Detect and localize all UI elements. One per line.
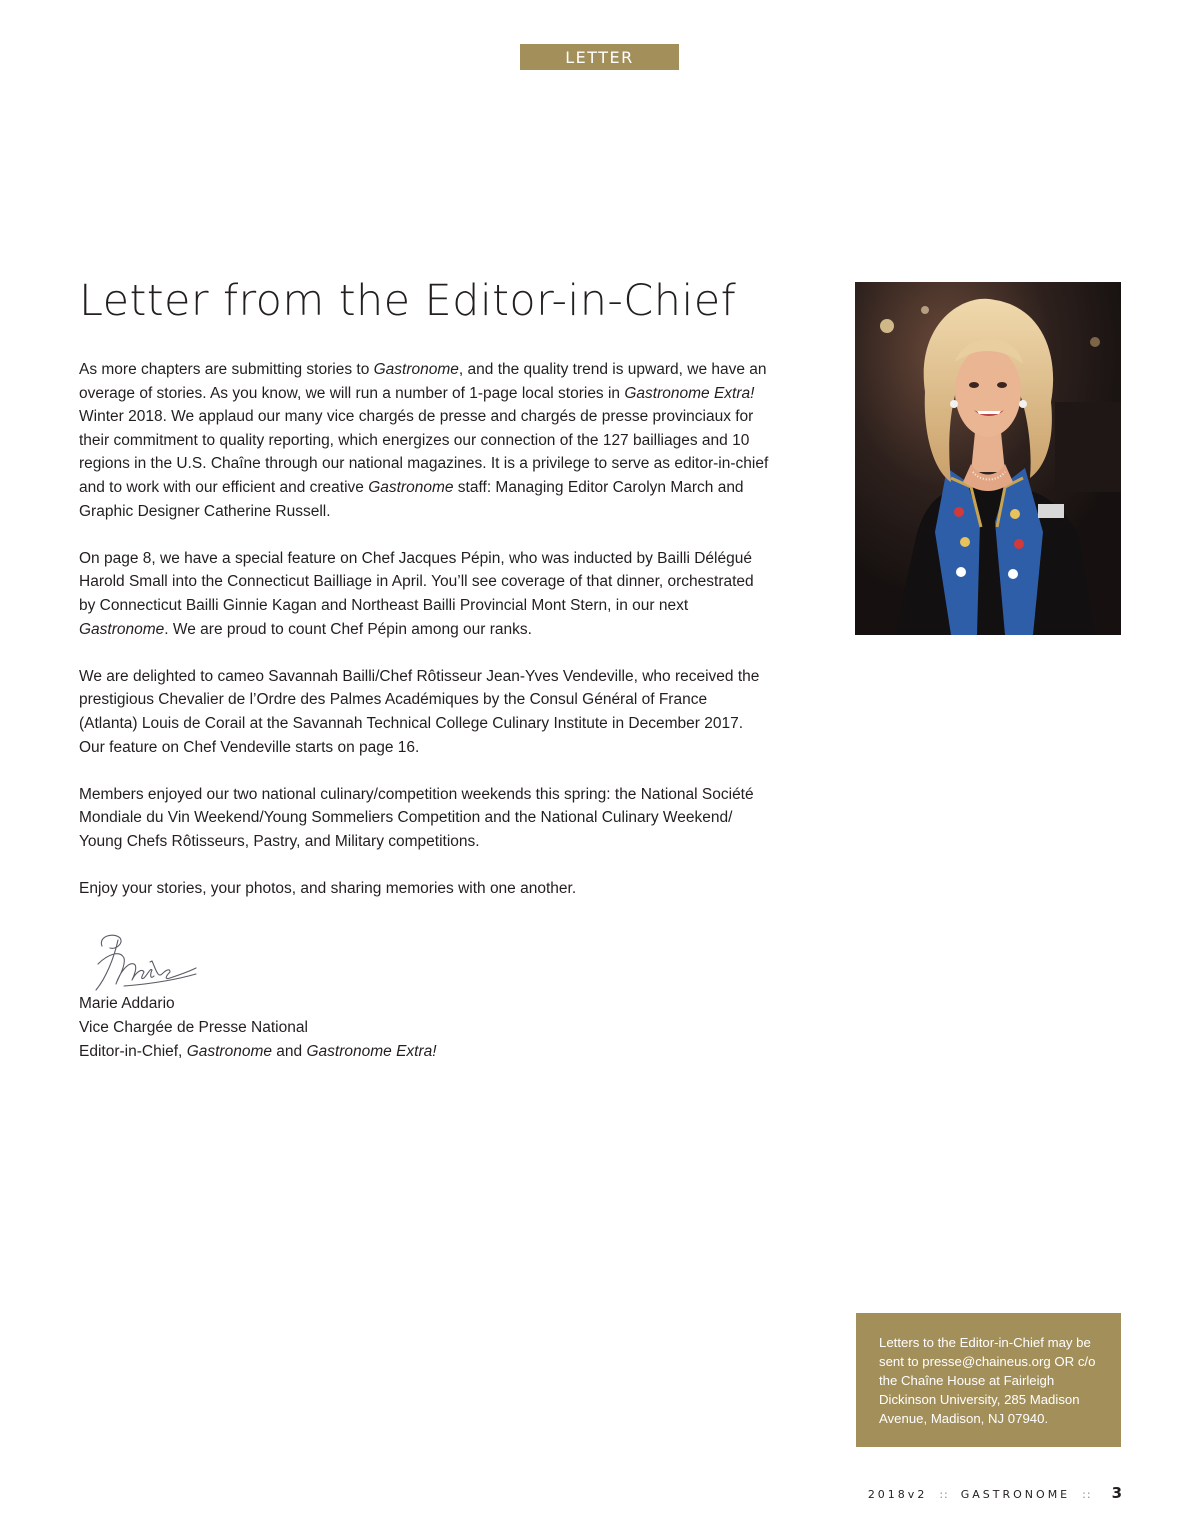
author-portrait-photo — [855, 282, 1121, 635]
publication-name: Gastronome — [79, 620, 165, 638]
author-role: Vice Chargée de Presse National — [79, 1019, 308, 1036]
letter-paragraph — [79, 358, 769, 523]
paragraph-text: We are delighted to cameo Savannah Bailli/Chef Rôtisseur Jean-Yves Vendeville, who received the prestigious Chevalier de l’Ordre des Palmes Académiques by the Consul Général of France (Atlanta) Louis de Corail at the Savannah Technical College Culinary Institute in December 2017. Our feature on Chef Vendeville starts on page 16. — [79, 667, 760, 756]
contact-info-box — [856, 1313, 1121, 1447]
signoff-block — [79, 992, 437, 1064]
publication-name-extra: Gastronome Extra! — [306, 1043, 437, 1060]
page-title: Letter from the Editor-in-Chief — [79, 276, 737, 326]
title-prefix: Editor-in-Chief, — [79, 1043, 187, 1060]
footer-separator-2: :: — [1082, 1488, 1092, 1501]
publication-name: Gastronome Extra! — [624, 384, 755, 402]
author-name: Marie Addario — [79, 995, 175, 1012]
paragraph-text: Enjoy your stories, your photos, and sharing memories with one another. — [79, 880, 577, 898]
publication-label: GASTRONOME — [960, 1488, 1071, 1501]
letter-paragraph — [79, 665, 769, 759]
signature-image — [80, 928, 200, 996]
paragraph-text: Members enjoyed our two national culinary/competition weekends this spring: the National Société Mondiale du Vin Weekend/Young Sommeliers Competition and the National Culinary Weekend/ Young Chefs Rôtisseurs, Pastry, and Military competitions. — [79, 785, 754, 850]
section-label: LETTER — [565, 47, 634, 67]
footer-separator: :: — [939, 1488, 949, 1501]
issue-label: 2018v2 — [867, 1488, 928, 1501]
paragraph-text: staff: Managing Editor Carolyn March and Graphic Designer Catherine Russell. — [79, 478, 744, 520]
paragraph-text: Winter 2018. We applaud our many vice chargés de presse and chargés de presse provinciaux for their commitment to quality reporting, which energizes our connection of the 127 bailliages and 10 regions in the U.S. Chaîne through our national magazines. It is a privilege to serve as editor-in-chief and to work with our efficient and creative — [79, 408, 769, 496]
paragraph-text: , and the quality trend is upward, we have an overage of stories. As you know, we will run a number of 1-page local stories in — [79, 361, 767, 402]
letter-paragraph — [79, 783, 769, 854]
page-number: 3 — [1111, 1484, 1122, 1502]
paragraph-text: On page 8, we have a special feature on Chef Jacques Pépin, who was inducted by Bailli Délégué Harold Small into the Connecticut Bailliage in April. You’ll see coverage of that dinner, orchestrated by Connecticut Bailli Ginnie Kagan and Northeast Bailli Provincial Mont Stern, in our next — [79, 549, 754, 614]
contact-info-text: Letters to the Editor-in-Chief may be sent to presse@chaineus.org OR c/o the Chaîne House at Fairleigh Dickinson University, 285 Madison Avenue, Madison, NJ 07940. — [879, 1335, 1096, 1426]
letter-paragraph — [79, 547, 769, 641]
publication-name: Gastronome — [373, 361, 459, 378]
letter-body — [79, 358, 769, 924]
publication-name: Gastronome — [368, 478, 454, 496]
letter-paragraph — [79, 877, 769, 901]
section-tab — [520, 44, 679, 70]
title-joiner: and — [271, 1043, 307, 1060]
publication-name: Gastronome — [186, 1043, 272, 1060]
paragraph-text: As more chapters are submitting stories to — [79, 361, 374, 378]
page-footer — [868, 1484, 1122, 1502]
paragraph-text: . We are proud to count Chef Pépin among our ranks. — [164, 620, 532, 638]
author-title — [79, 1040, 437, 1064]
